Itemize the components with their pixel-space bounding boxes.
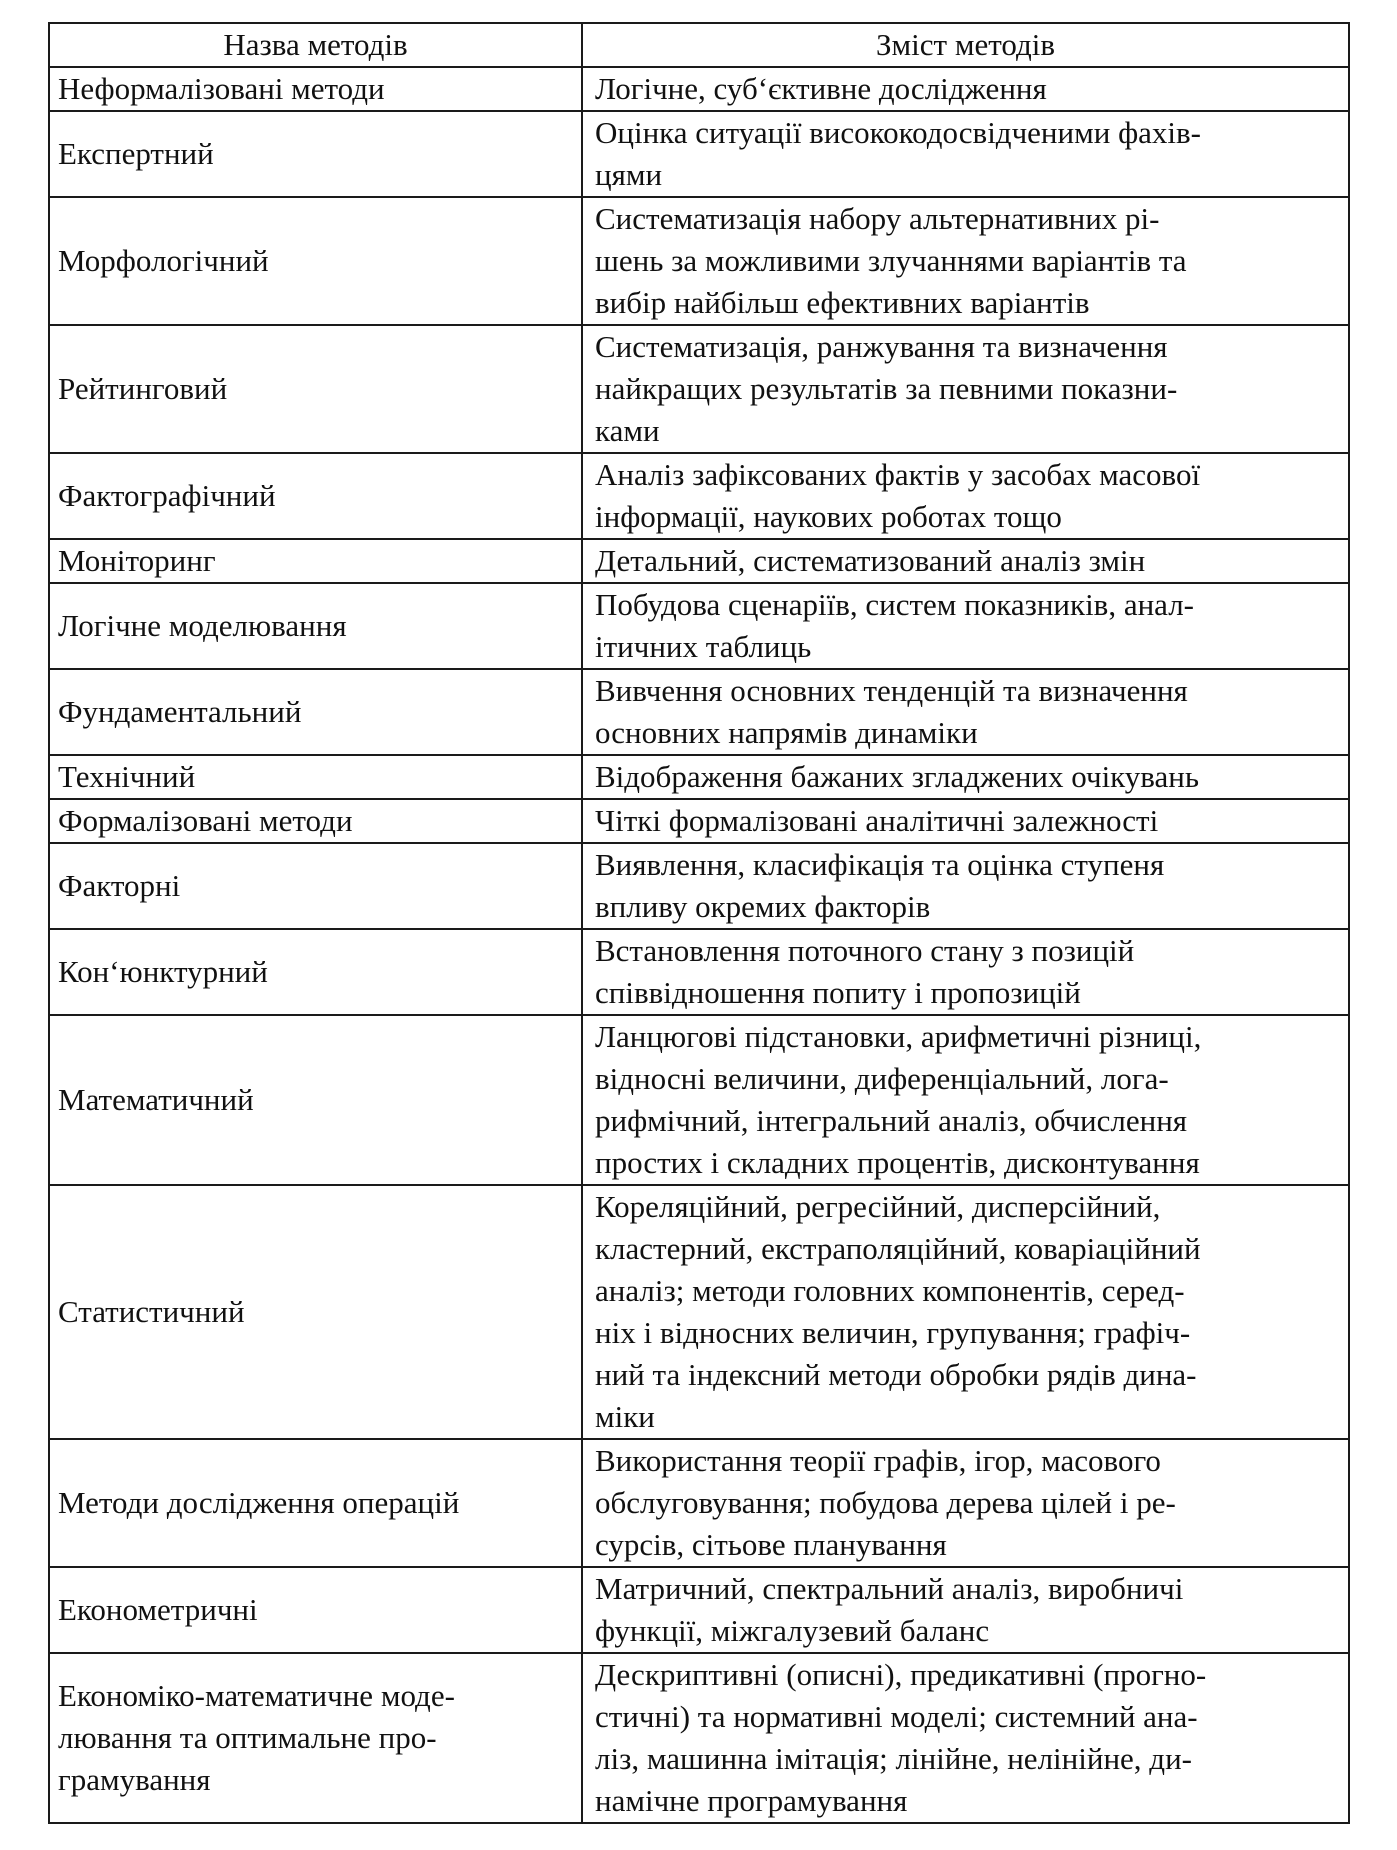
method-name: Математичний xyxy=(49,1015,582,1185)
method-description: Побудова сценаріїв, систем показників, анал- ітичних таблиць xyxy=(582,583,1349,669)
method-name: Морфологічний xyxy=(49,197,582,325)
method-description: Аналіз зафіксованих фактів у засобах масової інформації, наукових роботах тощо xyxy=(582,453,1349,539)
method-name: Технічний xyxy=(49,755,582,799)
header-method-content: Зміст методів xyxy=(582,23,1349,67)
table-row xyxy=(49,1567,1349,1653)
header-method-name: Назва методів xyxy=(49,23,582,67)
table-row xyxy=(49,1439,1349,1567)
table-row xyxy=(49,67,1349,111)
methods-table xyxy=(48,22,1350,1824)
method-description: Оцінка ситуації висококодосвідченими фахів- цями xyxy=(582,111,1349,197)
table-row xyxy=(49,755,1349,799)
method-name: Кон‘юнктурний xyxy=(49,929,582,1015)
method-description: Встановлення поточного стану з позицій співвідношення попиту і пропозицій xyxy=(582,929,1349,1015)
method-name: Статистичний xyxy=(49,1185,582,1439)
table-row xyxy=(49,1653,1349,1823)
table-row xyxy=(49,1015,1349,1185)
method-name: Факторні xyxy=(49,843,582,929)
method-name: Формалізовані методи xyxy=(49,799,582,843)
method-description: Ланцюгові підстановки, арифметичні різниці, відносні величини, диференціальний, лога- рифмічний, інтегральний аналіз, обчислення простих і складних процентів, дисконтування xyxy=(582,1015,1349,1185)
table-row xyxy=(49,325,1349,453)
table-row xyxy=(49,453,1349,539)
method-name: Неформалізовані методи xyxy=(49,67,582,111)
method-name: Економетричні xyxy=(49,1567,582,1653)
table-header-row xyxy=(49,23,1349,67)
method-name: Логічне моделювання xyxy=(49,583,582,669)
table-row xyxy=(49,583,1349,669)
method-description: Виявлення, класифікація та оцінка ступеня впливу окремих факторів xyxy=(582,843,1349,929)
table-row xyxy=(49,1185,1349,1439)
table-row xyxy=(49,929,1349,1015)
method-description: Відображення бажаних згладжених очікувань xyxy=(582,755,1349,799)
table-row xyxy=(49,539,1349,583)
method-description: Чіткі формалізовані аналітичні залежності xyxy=(582,799,1349,843)
method-description: Дескриптивні (описні), предикативні (прогно- стичні) та нормативні моделі; системний ана- ліз, машинна імітація; лінійне, нелінійне, ди- намічне програмування xyxy=(582,1653,1349,1823)
table-row xyxy=(49,111,1349,197)
method-name: Фундаментальний xyxy=(49,669,582,755)
method-name: Економіко-математичне моде- лювання та оптимальне про- грамування xyxy=(49,1653,582,1823)
method-name: Рейтинговий xyxy=(49,325,582,453)
method-name: Методи дослідження операцій xyxy=(49,1439,582,1567)
method-description: Систематизація, ранжування та визначення найкращих результатів за певними показни- ками xyxy=(582,325,1349,453)
document-page xyxy=(48,22,1348,1824)
method-name: Фактографічний xyxy=(49,453,582,539)
method-description: Логічне, суб‘єктивне дослідження xyxy=(582,67,1349,111)
method-description: Матричний, спектральний аналіз, виробничі функції, міжгалузевий баланс xyxy=(582,1567,1349,1653)
method-description: Вивчення основних тенденцій та визначення основних напрямів динаміки xyxy=(582,669,1349,755)
method-name: Експертний xyxy=(49,111,582,197)
table-row xyxy=(49,669,1349,755)
method-name: Моніторинг xyxy=(49,539,582,583)
method-description: Кореляційний, регресійний, дисперсійний, кластерний, екстраполяційний, коваріаційний аналіз; методи головних компонентів, серед- ніх і відносних величин, групування; графіч- ний та індексний методи обробки рядів дина- міки xyxy=(582,1185,1349,1439)
method-description: Детальний, систематизований аналіз змін xyxy=(582,539,1349,583)
table-row xyxy=(49,843,1349,929)
method-description: Систематизація набору альтернативних рі- шень за можливими злучаннями варіантів та вибір найбільш ефективних варіантів xyxy=(582,197,1349,325)
method-description: Використання теорії графів, ігор, масового обслуговування; побудова дерева цілей і ре- сурсів, сітьове планування xyxy=(582,1439,1349,1567)
table-row xyxy=(49,197,1349,325)
table-row xyxy=(49,799,1349,843)
